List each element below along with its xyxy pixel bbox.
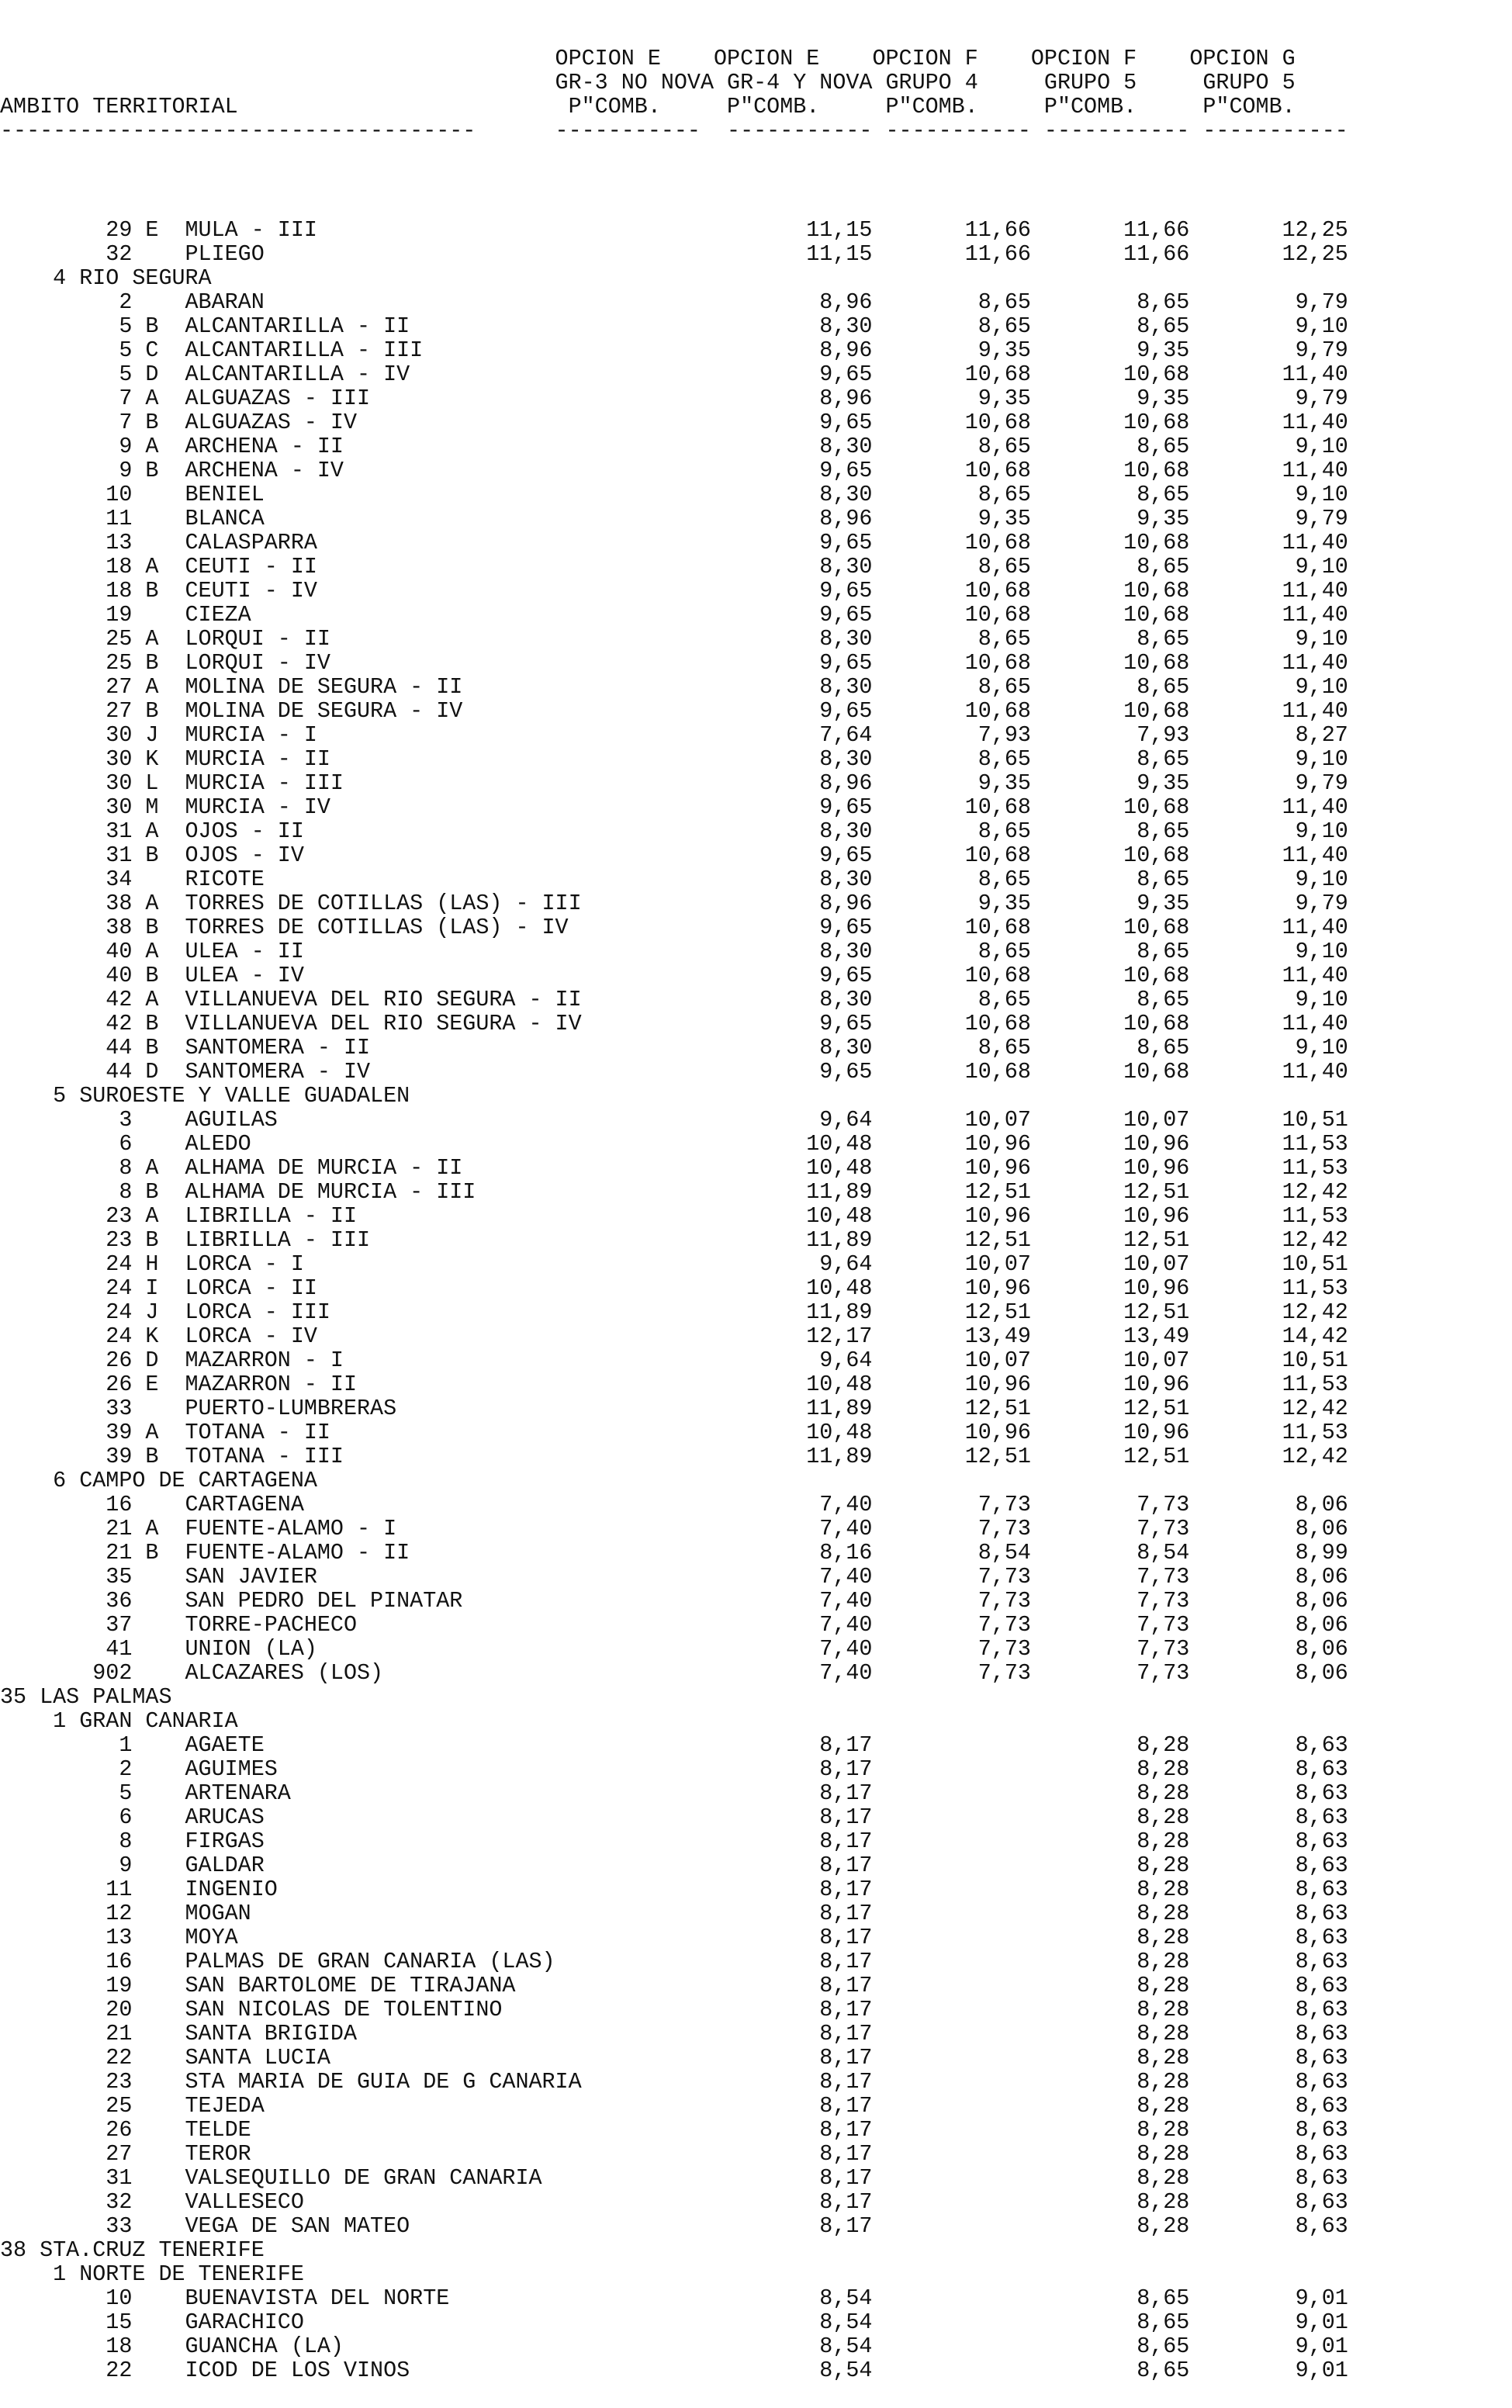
table-row: 24 J LORCA - III 11,89 12,51 12,51 12,42 [0,1299,1348,1325]
table-row: 11 INGENIO 8,17 8,28 8,63 [0,1877,1348,1902]
column-header-line: OPCION E OPCION E OPCION F OPCION F OPCION G [0,46,1296,71]
table-row: 38 B TORRES DE COTILLAS (LAS) - IV 9,65 10,68 10,68 11,40 [0,915,1348,940]
table-row: 30 L MURCIA - III 8,96 9,35 9,35 9,79 [0,770,1348,796]
report-header [0,47,1348,143]
table-row: 21 B FUENTE-ALAMO - II 8,16 8,54 8,54 8,99 [0,1540,1348,1566]
table-row: 41 UNION (LA) 7,40 7,73 7,73 8,06 [0,1636,1348,1662]
table-row: 12 MOGAN 8,17 8,28 8,63 [0,1901,1348,1926]
table-row: 18 B CEUTI - IV 9,65 10,68 10,68 11,40 [0,578,1348,604]
table-row: 11 BLANCA 8,96 9,35 9,35 9,79 [0,506,1348,531]
table-row: 44 B SANTOMERA - II 8,30 8,65 8,65 9,10 [0,1035,1348,1060]
table-row: 24 K LORCA - IV 12,17 13,49 13,49 14,42 [0,1323,1348,1349]
table-row: 21 SANTA BRIGIDA 8,17 8,28 8,63 [0,2021,1348,2046]
table-row: 15 GARACHICO 8,54 8,65 9,01 [0,2309,1348,2335]
table-row: 26 TELDE 8,17 8,28 8,63 [0,2117,1348,2143]
region-heading: 1 NORTE DE TENERIFE [0,2261,304,2287]
table-row: 39 A TOTANA - II 10,48 10,96 10,96 11,53 [0,1420,1348,1445]
table-row: 13 MOYA 8,17 8,28 8,63 [0,1925,1348,1950]
table-row: 7 B ALGUAZAS - IV 9,65 10,68 10,68 11,40 [0,410,1348,435]
table-row: 31 B OJOS - IV 9,65 10,68 10,68 11,40 [0,842,1348,868]
table-row: 27 TEROR 8,17 8,28 8,63 [0,2141,1348,2167]
blank-line [0,194,1348,218]
table-row: 27 A MOLINA DE SEGURA - II 8,30 8,65 8,65 9,10 [0,674,1348,700]
table-row: 16 PALMAS DE GRAN CANARIA (LAS) 8,17 8,28 8,63 [0,1949,1348,1974]
region-heading: 5 SUROESTE Y VALLE GUADALEN [0,1083,410,1109]
table-row: 13 CALASPARRA 9,65 10,68 10,68 11,40 [0,530,1348,555]
table-row: 25 B LORQUI - IV 9,65 10,68 10,68 11,40 [0,650,1348,676]
table-row: 16 CARTAGENA 7,40 7,73 7,73 8,06 [0,1492,1348,1517]
table-row: 22 ICOD DE LOS VINOS 8,54 8,65 9,01 [0,2358,1348,2383]
table-row: 3 AGUILAS 9,64 10,07 10,07 10,51 [0,1107,1348,1133]
province-heading: 35 LAS PALMAS [0,1684,172,1710]
table-row: 25 A LORQUI - II 8,30 8,65 8,65 9,10 [0,626,1348,652]
report-body [0,194,1348,2382]
table-row: 44 D SANTOMERA - IV 9,65 10,68 10,68 11,40 [0,1059,1348,1085]
region-heading: 6 CAMPO DE CARTAGENA [0,1468,317,1493]
table-row: 26 E MAZARRON - II 10,48 10,96 10,96 11,53 [0,1372,1348,1397]
table-row: 8 FIRGAS 8,17 8,28 8,63 [0,1828,1348,1854]
table-row: 37 TORRE-PACHECO 7,40 7,73 7,73 8,06 [0,1612,1348,1638]
table-row: 40 B ULEA - IV 9,65 10,68 10,68 11,40 [0,963,1348,988]
table-row: 21 A FUENTE-ALAMO - I 7,40 7,73 7,73 8,06 [0,1516,1348,1541]
table-row: 2 AGUIMES 8,17 8,28 8,63 [0,1756,1348,1782]
table-row: 8 B ALHAMA DE MURCIA - III 11,89 12,51 12,51 12,42 [0,1179,1348,1205]
table-row: 5 B ALCANTARILLA - II 8,30 8,65 8,65 9,10 [0,313,1348,339]
table-row: 18 A CEUTI - II 8,30 8,65 8,65 9,10 [0,554,1348,580]
table-row: 27 B MOLINA DE SEGURA - IV 9,65 10,68 10,68 11,40 [0,698,1348,724]
table-row: 35 SAN JAVIER 7,40 7,73 7,73 8,06 [0,1564,1348,1590]
table-row: 6 ALEDO 10,48 10,96 10,96 11,53 [0,1131,1348,1157]
table-row: 40 A ULEA - II 8,30 8,65 8,65 9,10 [0,939,1348,964]
table-row: 1 AGAETE 8,17 8,28 8,63 [0,1732,1348,1758]
table-row: 10 BENIEL 8,30 8,65 8,65 9,10 [0,482,1348,507]
table-row: 2 ABARAN 8,96 8,65 8,65 9,79 [0,289,1348,315]
table-row: 42 B VILLANUEVA DEL RIO SEGURA - IV 9,65 10,68 10,68 11,40 [0,1011,1348,1036]
table-row: 19 CIEZA 9,65 10,68 10,68 11,40 [0,602,1348,628]
table-row: 30 M MURCIA - IV 9,65 10,68 10,68 11,40 [0,794,1348,820]
table-row: 32 PLIEGO 11,15 11,66 11,66 12,25 [0,241,1348,267]
table-row: 20 SAN NICOLAS DE TOLENTINO 8,17 8,28 8,63 [0,1997,1348,2022]
column-header-line: GR-3 NO NOVA GR-4 Y NOVA GRUPO 4 GRUPO 5 GRUPO 5 [0,70,1296,95]
table-row: 38 A TORRES DE COTILLAS (LAS) - III 8,96 9,35 9,35 9,79 [0,891,1348,916]
table-row: 23 A LIBRILLA - II 10,48 10,96 10,96 11,53 [0,1203,1348,1229]
table-row: 6 ARUCAS 8,17 8,28 8,63 [0,1804,1348,1830]
table-row: 24 H LORCA - I 9,64 10,07 10,07 10,51 [0,1251,1348,1277]
table-row: 36 SAN PEDRO DEL PINATAR 7,40 7,73 7,73 8,06 [0,1588,1348,1614]
table-row: 33 VEGA DE SAN MATEO 8,17 8,28 8,63 [0,2213,1348,2239]
table-row: 23 STA MARIA DE GUIA DE G CANARIA 8,17 8,28 8,63 [0,2069,1348,2095]
table-row: 25 TEJEDA 8,17 8,28 8,63 [0,2093,1348,2119]
column-header-line: AMBITO TERRITORIAL P"COMB. P"COMB. P"COMB. P"COMB. P"COMB. [0,94,1296,119]
table-row: 5 C ALCANTARILLA - III 8,96 9,35 9,35 9,79 [0,337,1348,363]
table-row: 42 A VILLANUEVA DEL RIO SEGURA - II 8,30 8,65 8,65 9,10 [0,987,1348,1012]
table-row: 24 I LORCA - II 10,48 10,96 10,96 11,53 [0,1275,1348,1301]
table-row: 19 SAN BARTOLOME DE TIRAJANA 8,17 8,28 8,63 [0,1973,1348,1998]
region-heading: 4 RIO SEGURA [0,265,212,291]
table-row: 39 B TOTANA - III 11,89 12,51 12,51 12,42 [0,1444,1348,1469]
table-row: 10 BUENAVISTA DEL NORTE 8,54 8,65 9,01 [0,2285,1348,2311]
table-row: 30 K MURCIA - II 8,30 8,65 8,65 9,10 [0,746,1348,772]
table-row: 31 A OJOS - II 8,30 8,65 8,65 9,10 [0,818,1348,844]
table-row: 31 VALSEQUILLO DE GRAN CANARIA 8,17 8,28 8,63 [0,2165,1348,2191]
table-row: 902 ALCAZARES (LOS) 7,40 7,73 7,73 8,06 [0,1660,1348,1686]
province-heading: 38 STA.CRUZ TENERIFE [0,2237,265,2263]
table-row: 5 D ALCANTARILLA - IV 9,65 10,68 10,68 11,40 [0,362,1348,387]
table-row: 18 GUANCHA (LA) 8,54 8,65 9,01 [0,2334,1348,2359]
table-row: 34 RICOTE 8,30 8,65 8,65 9,10 [0,867,1348,892]
table-row: 33 PUERTO-LUMBRERAS 11,89 12,51 12,51 12,42 [0,1396,1348,1421]
table-row: 9 A ARCHENA - II 8,30 8,65 8,65 9,10 [0,434,1348,459]
table-row: 32 VALLESECO 8,17 8,28 8,63 [0,2189,1348,2215]
region-heading: 1 GRAN CANARIA [0,1708,238,1734]
table-row: 5 ARTENARA 8,17 8,28 8,63 [0,1780,1348,1806]
table-row: 7 A ALGUAZAS - III 8,96 9,35 9,35 9,79 [0,386,1348,411]
table-row: 22 SANTA LUCIA 8,17 8,28 8,63 [0,2045,1348,2071]
table-row: 23 B LIBRILLA - III 11,89 12,51 12,51 12,42 [0,1227,1348,1253]
table-row: 9 B ARCHENA - IV 9,65 10,68 10,68 11,40 [0,458,1348,483]
table-row: 30 J MURCIA - I 7,64 7,93 7,93 8,27 [0,722,1348,748]
table-row: 29 E MULA - III 11,15 11,66 11,66 12,25 [0,217,1348,243]
header-separator: ------------------------------------ ----------- ----------- ----------- ----------- ----------- [0,118,1348,144]
table-row: 9 GALDAR 8,17 8,28 8,63 [0,1853,1348,1878]
table-row: 26 D MAZARRON - I 9,64 10,07 10,07 10,51 [0,1348,1348,1373]
table-row: 8 A ALHAMA DE MURCIA - II 10,48 10,96 10,96 11,53 [0,1155,1348,1181]
